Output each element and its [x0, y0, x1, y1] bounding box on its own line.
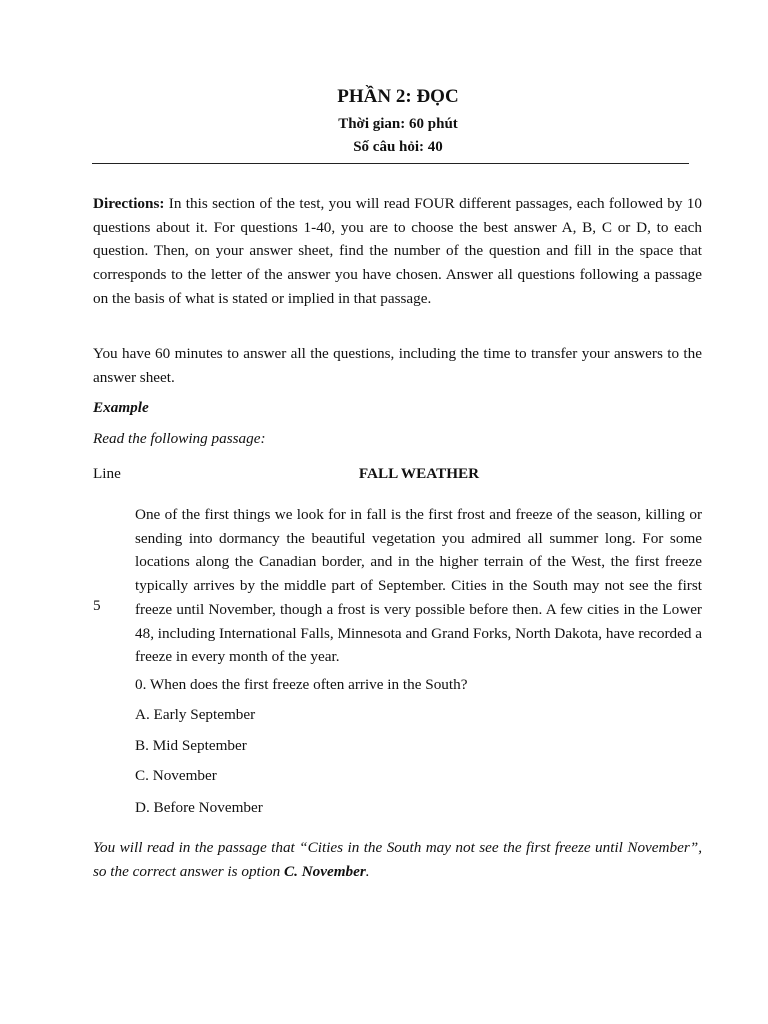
passage-title: FALL WEATHER [358, 465, 480, 482]
answer-explanation [93, 836, 702, 883]
example-question: 0. When does the first freeze often arrive in the South? [135, 676, 468, 693]
correct-answer: C. November [283, 862, 366, 880]
line-number: 5 [93, 597, 101, 614]
option-a: A. Early September [135, 706, 256, 723]
time-note: You have 60 minutes to answer all the questions, including the time to transfer your answers to the answer sheet. [93, 345, 702, 386]
header-divider [92, 163, 689, 164]
directions-label: Directions: [93, 195, 165, 212]
explanation-suffix: . [365, 862, 370, 880]
section-title: PHẦN 2: ĐỌC [337, 86, 459, 107]
passage-text: One of the first things we look for in fall is the first frost and freeze of the season, killing or sending into dormancy the beautiful vegetation you admired all summer long. For some locations along the Canadian border, and in the higher terrain of the West, the first freeze typically arrives by the middle part of September. Cities in the South may not see the first freeze until November, though a frost is very possible before then. A few cities in the Lower 48, including International Falls, Minnesota and Grand Forks, North Dakota, have recorded a freeze in every month of the year. [135, 506, 702, 666]
option-c: C. November [135, 767, 217, 784]
explanation-prefix: You will read in the passage that “Cities in the South may not see the first freeze until November”, so the correct answer is option [93, 839, 702, 880]
example-label: Example [93, 399, 149, 416]
option-d: D. Before November [135, 799, 263, 816]
line-label: Line [93, 465, 121, 482]
question-count: Số câu hỏi: 40 [353, 139, 443, 155]
time-limit: Thời gian: 60 phút [338, 116, 458, 132]
option-b: B. Mid September [135, 737, 247, 754]
read-instruction: Read the following passage: [93, 430, 266, 447]
directions-paragraph [93, 192, 702, 311]
directions-text: In this section of the test, you will read FOUR different passages, each followed by 10 questions about it. For questions 1-40, you are to choose the best answer A, B, C or D, to each question. Then, on your answer sheet, find the number of the question and fill in the space that corresponds to the letter of the answer you have chosen. Answer all questions following a passage on the basis of what is stated or implied in that passage. [93, 195, 702, 307]
